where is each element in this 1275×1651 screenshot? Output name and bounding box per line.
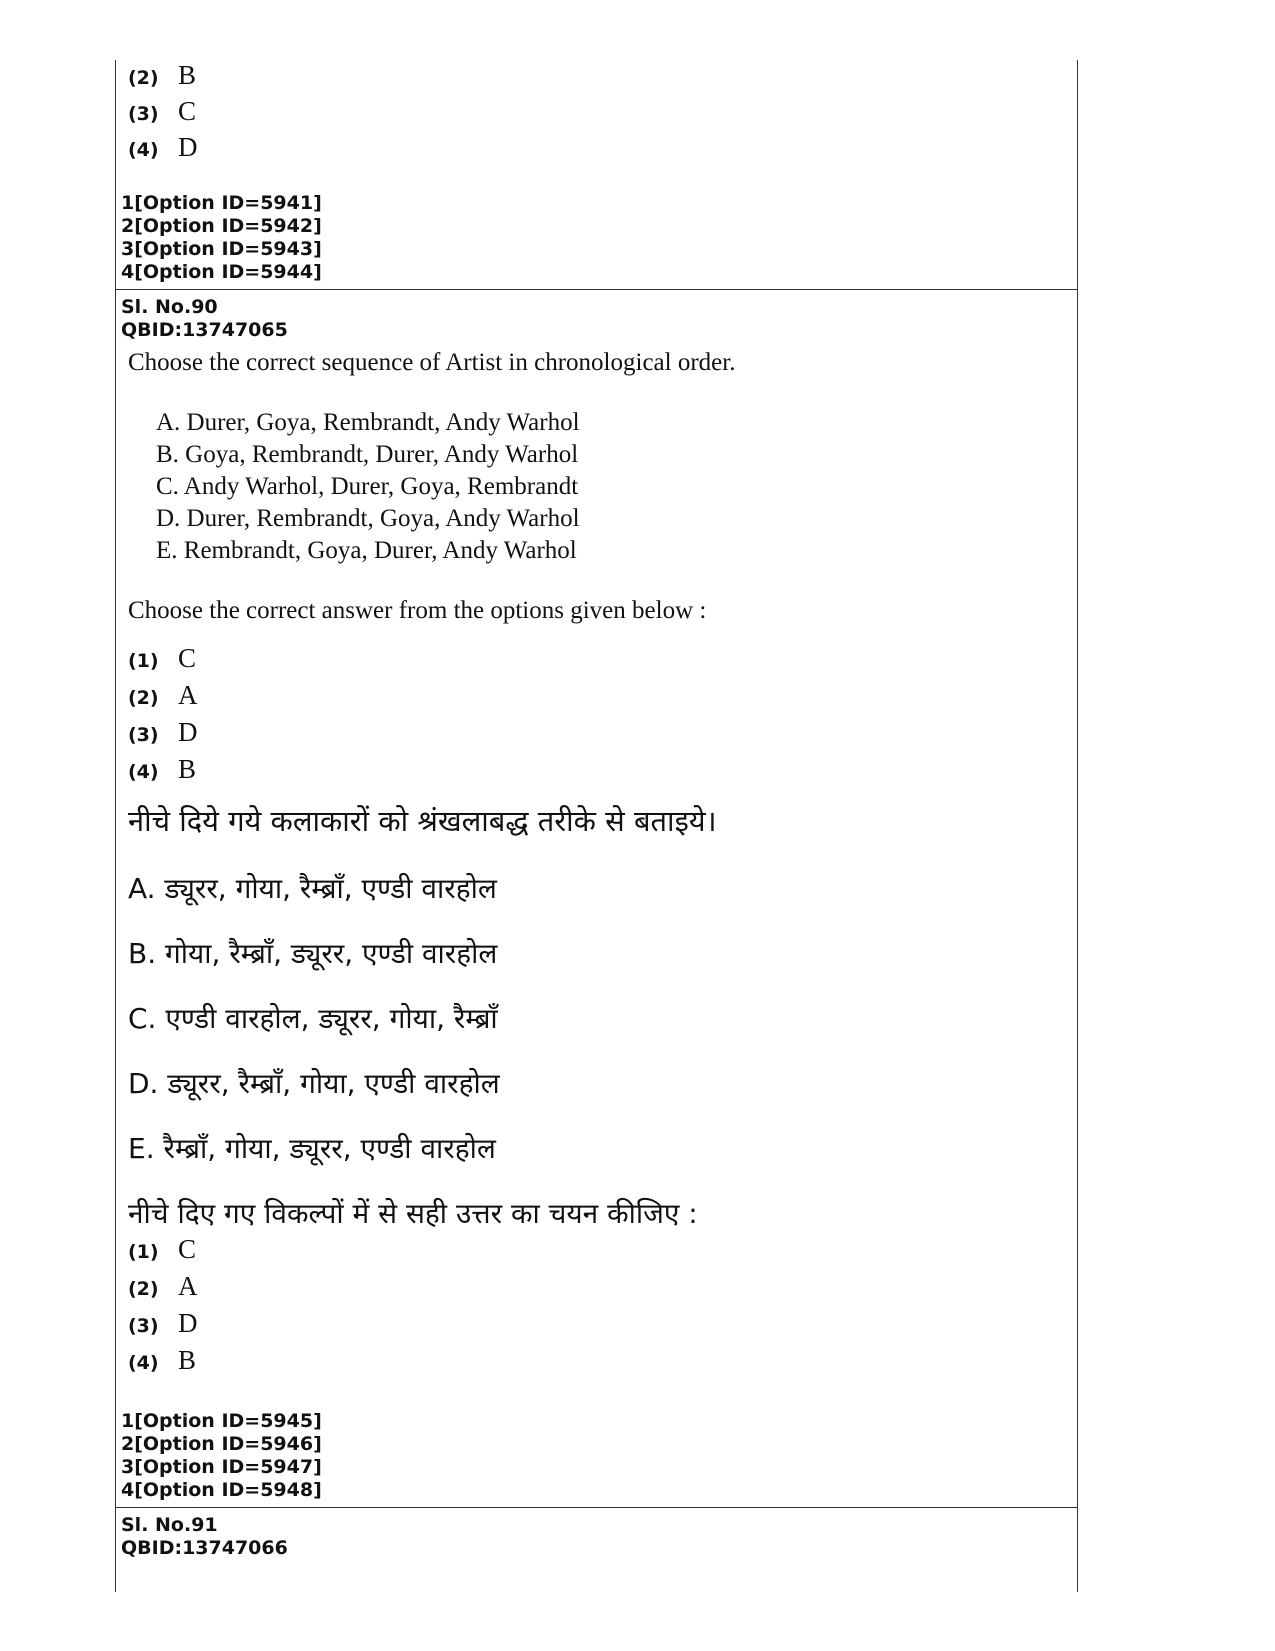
answer-prompt-en: Choose the correct answer from the options given below : (128, 597, 707, 624)
serial-number-next: Sl. No.91 (121, 1514, 218, 1536)
en-item-a: A. Durer, Goya, Rembrandt, Andy Warhol (156, 409, 580, 436)
hi-option-2: (2) A (128, 1271, 198, 1301)
hi-option-4: (4) B (128, 1345, 197, 1375)
option-id-2: 2[Option ID=5946] (121, 1433, 322, 1455)
divider (115, 1507, 1078, 1508)
answer-prompt-hi: नीचे दिए गए विकल्पों में से सही उत्तर का चयन कीजिए : (128, 1197, 698, 1230)
qbid-next: QBID:13747066 (121, 1537, 288, 1559)
en-option-2: (2) A (128, 680, 198, 710)
hi-option-1: (1) C (128, 1234, 197, 1264)
option-id-1: 1[Option ID=5945] (121, 1410, 322, 1432)
en-option-1: (1) C (128, 643, 197, 673)
en-item-e: E. Rembrandt, Goya, Durer, Andy Warhol (156, 537, 577, 564)
hi-item-e: E. रैम्ब्राँ, गोया, ड्यूरर, एण्डी वारहोल (128, 1132, 496, 1165)
en-item-b: B. Goya, Rembrandt, Durer, Andy Warhol (156, 441, 579, 468)
prev-option-4: (4) D (128, 132, 198, 162)
hi-item-d: D. ड्यूरर, रैम्ब्राँ, गोया, एण्डी वारहोल (128, 1067, 500, 1100)
option-id-4: 4[Option ID=5948] (121, 1479, 322, 1501)
hi-item-c: C. एण्डी वारहोल, ड्यूरर, गोया, रैम्ब्राँ (128, 1002, 498, 1035)
hi-item-a: A. ड्यूरर, गोया, रैम्ब्राँ, एण्डी वारहोल (128, 872, 497, 905)
hi-option-3: (3) D (128, 1308, 198, 1338)
en-option-3: (3) D (128, 717, 198, 747)
serial-number: Sl. No.90 (121, 296, 218, 318)
option-id-3: 3[Option ID=5947] (121, 1456, 322, 1478)
prev-option-id-4: 4[Option ID=5944] (121, 261, 322, 283)
en-item-d: D. Durer, Rembrandt, Goya, Andy Warhol (156, 505, 580, 532)
qbid: QBID:13747065 (121, 319, 288, 341)
hi-item-b: B. गोया, रैम्ब्राँ, ड्यूरर, एण्डी वारहोल (128, 937, 498, 970)
en-option-4: (4) B (128, 754, 197, 784)
divider (115, 289, 1078, 290)
prev-option-id-1: 1[Option ID=5941] (121, 192, 322, 214)
prev-option-id-2: 2[Option ID=5942] (121, 215, 322, 237)
question-text-en: Choose the correct sequence of Artist in chronological order. (128, 349, 736, 376)
prev-option-id-3: 3[Option ID=5943] (121, 238, 322, 260)
question-text-hi: नीचे दिये गये कलाकारों को श्रंखलाबद्ध तरीके से बताइये। (128, 804, 717, 838)
prev-option-3: (3) C (128, 96, 197, 126)
en-item-c: C. Andy Warhol, Durer, Goya, Rembrandt (156, 473, 579, 500)
prev-option-2: (2) B (128, 60, 197, 90)
